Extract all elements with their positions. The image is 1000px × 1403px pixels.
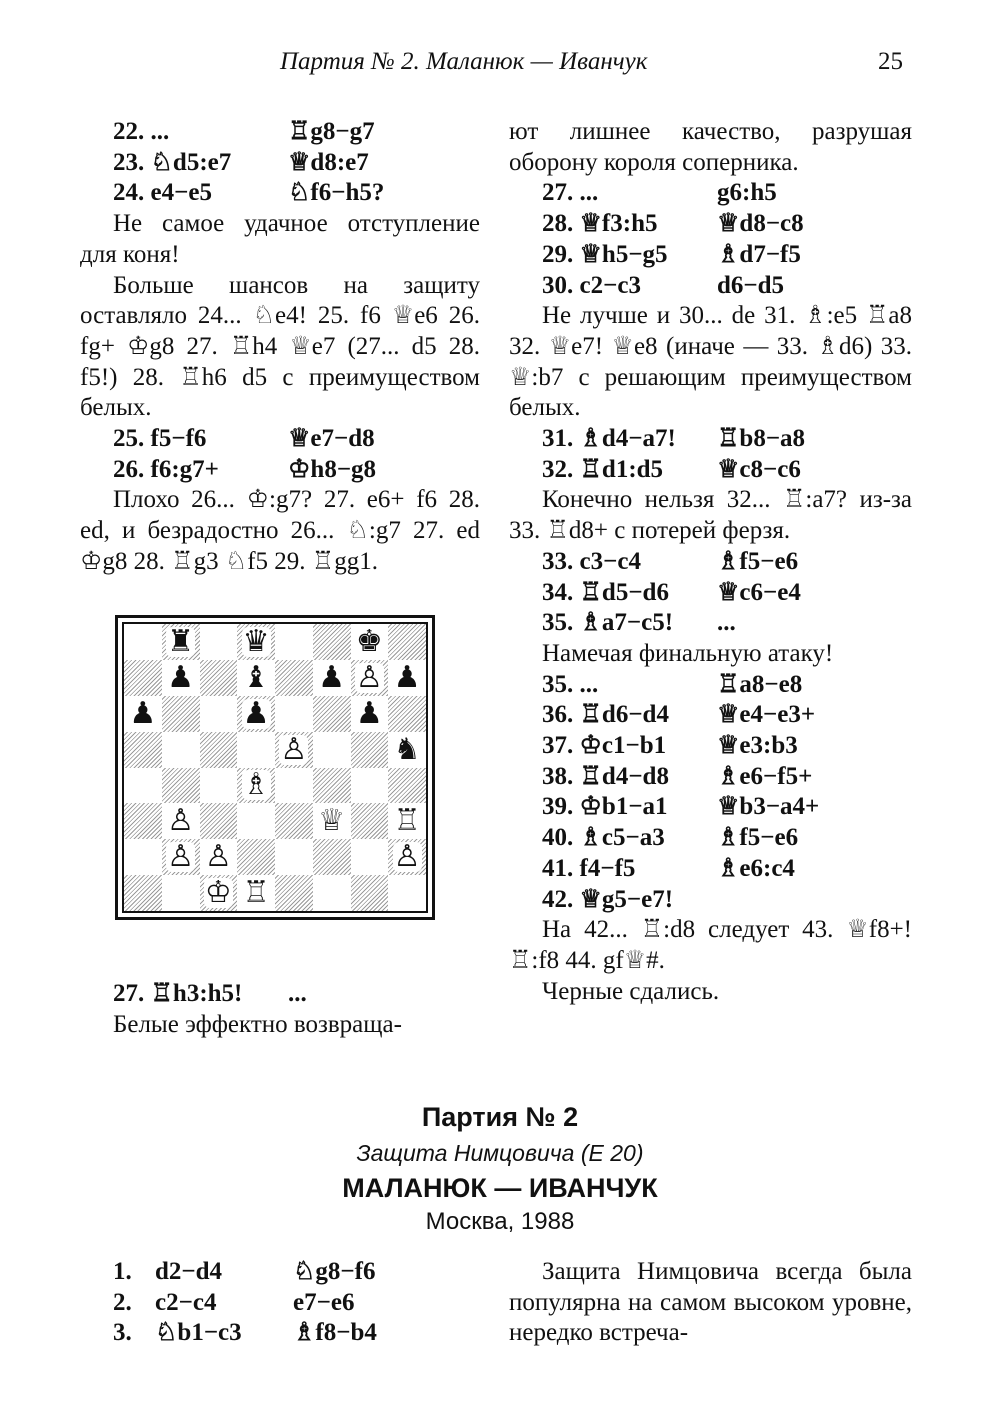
chess-piece-icon: ♞ [393,731,421,767]
board-square [275,768,313,804]
board-square [351,839,389,875]
white-move: 33. c3−c4 [542,547,641,575]
white-move: 28. ♕f3:h5 [542,210,658,238]
black-move: ♕c6−e4 [717,578,801,606]
running-title: Партия № 2. Маланюк — Иванчук [280,48,648,75]
white-move: 42. ♕g5−e7! [542,885,674,913]
board-square [162,732,200,768]
move-line [80,148,480,179]
board-square [162,768,200,804]
black-move: ♗f5−e6 [717,824,799,852]
board-square [162,696,200,732]
black-move: g6:h5 [717,179,777,207]
board-square [313,839,351,875]
board-square [275,875,313,911]
board-square [313,624,351,660]
chess-piece-icon: ♕ [318,803,346,839]
commentary-paragraph: На 42... ♖:d8 следует 43. ♕f8+! ♖:f8 44. gf♕#. [509,916,912,974]
left-column-top [80,117,480,578]
chess-diagram [115,615,435,920]
black-move: e7−e6 [293,1288,355,1316]
move-line [113,1318,377,1349]
black-move: ♕d8:e7 [288,148,369,176]
board-square [124,768,162,804]
board-square [200,696,238,732]
board-square [351,696,389,732]
commentary-paragraph: Не лучше и 30... de 31. ♗:e5 ♖a8 32. ♕e7! ♕e8 (иначе — 33. ♗d6) 33. ♕:b7 с решающим преимуществом белых. [509,302,912,422]
move-number: 1. [113,1258,132,1285]
chess-piece-icon: ♜ [167,623,195,659]
board-square [351,768,389,804]
board-square [313,660,351,696]
board-square [313,875,351,911]
board-square [200,875,238,911]
board-square [388,624,426,660]
chess-piece-icon: ♙ [355,659,383,695]
board-square [124,732,162,768]
chess-piece-icon: ♚ [355,623,383,659]
white-move: 41. f4−f5 [542,854,636,882]
commentary-paragraph: Не самое удачное отступление для коня! [80,210,480,268]
board-square [351,875,389,911]
right-column [509,117,912,1007]
move-line [509,823,912,854]
black-move: ♗d7−f5 [717,240,801,268]
white-move: 27. ... [542,179,599,207]
black-move: ♔h8−g8 [288,455,377,483]
black-move: ♗f5−e6 [717,547,799,575]
board-square [237,696,275,732]
board-square [275,696,313,732]
board-square [237,732,275,768]
chess-piece-icon: ♝ [242,659,270,695]
board-square [351,803,389,839]
black-move: ♕e3:b3 [717,732,798,760]
black-move: ♖a8−e8 [717,670,803,698]
board-square [200,768,238,804]
black-move: ♕b3−a4+ [717,793,820,821]
white-move: 29. ♕h5−g5 [542,240,668,268]
black-move: ... [288,980,307,1007]
move-line [509,578,912,609]
white-move: 32. ♖d1:d5 [542,455,664,483]
chess-piece-icon: ♟ [242,695,270,731]
move-line [80,424,480,455]
chess-piece-icon: ♟ [393,659,421,695]
board-square [237,803,275,839]
chess-piece-icon: ♙ [393,839,421,875]
white-move: 31. ♗d4−a7! [542,425,676,453]
board-square [313,696,351,732]
board-square [388,839,426,875]
board-square [124,875,162,911]
board-square [237,660,275,696]
board-square [237,875,275,911]
white-move: 24. e4−e5 [113,179,212,207]
board-square [388,768,426,804]
board-square [388,732,426,768]
board-square [162,803,200,839]
commentary-paragraph: Больше шансов на защиту оставляло 24... ♘e4! 25. f6 ♕e6 26. fg+ ♔g8 27. ♖h4 ♕e7 (27... d5 28. f5!) 28. ♖h6 d5 с преимуществом белых. [80,271,480,422]
commentary-paragraph: ют лишнее качество, разрушая оборону короля соперника. [509,118,912,176]
board-square [237,768,275,804]
white-move: 26. f6:g7+ [113,455,219,483]
white-move: 38. ♖d4−d8 [542,762,669,790]
chess-piece-icon: ♙ [167,803,195,839]
chess-piece-icon: ♟ [355,695,383,731]
board-square [275,732,313,768]
board-square [200,839,238,875]
board-square [200,624,238,660]
white-move: 25. f5−f6 [113,425,207,453]
game-title: Партия № 2 [421,1102,579,1132]
board-square [200,732,238,768]
white-move: 40. ♗c5−a3 [542,824,665,852]
board-square [200,803,238,839]
white-move: 34. ♖d5−d6 [542,578,669,606]
players: МАЛАНЮК — ИВАНЧУК [342,1173,658,1203]
move-number: 3. [113,1319,132,1347]
move-line [509,240,912,271]
black-move: ♕d8−c8 [717,210,804,238]
move-line [509,271,912,302]
move-line [509,885,912,916]
commentary-paragraph: Черные сдались. [542,977,720,1005]
black-move: ♗f8−b4 [293,1319,377,1347]
move-line [509,700,912,731]
chess-piece-icon: ♟ [129,695,157,731]
board-square [162,660,200,696]
board-square [388,875,426,911]
white-move: 35. ... [542,670,599,698]
white-move: ♘b1−c3 [155,1319,242,1347]
opening-name: Защита Нимцовича (Е 20) [356,1140,644,1166]
board-square [275,803,313,839]
move-line [80,979,480,1010]
move-line [509,854,912,885]
chess-piece-icon: ♙ [204,839,232,875]
board-square [313,803,351,839]
move-line [80,178,480,209]
black-move: ♕c8−c6 [717,455,801,483]
left-column-bottom [80,979,480,1040]
board-square [124,624,162,660]
commentary-paragraph: Конечно нельзя 32... ♖:a7? из-за 33. ♖d8+ с потерей ферзя. [509,486,912,545]
board-square [162,624,200,660]
board-square [124,803,162,839]
black-move: ♗e6−f5+ [717,762,813,790]
move-line [509,178,912,209]
black-move: d6−d5 [717,271,785,299]
commentary-paragraph: Белые эффектно возвраща- [113,1010,402,1038]
white-move: c2−c4 [155,1288,217,1316]
page-header [0,48,1000,78]
board-square [162,839,200,875]
commentary-paragraph: Защита Нимцовича всегда была популярна на самом высоком уровне, нередко встреча- [509,1258,912,1347]
chess-piece-icon: ♖ [393,803,421,839]
board-square [124,839,162,875]
black-move: ♘g8−f6 [293,1258,376,1285]
board-square [124,696,162,732]
board-square [237,839,275,875]
black-move: ♖g8−g7 [288,118,375,145]
black-move: ♘f6−h5? [288,179,385,207]
board-square [275,624,313,660]
move-line [509,547,912,578]
white-move: 22. ... [113,118,170,145]
board-square [351,660,389,696]
board-square [313,732,351,768]
board-square [275,660,313,696]
black-move: ♕e7−d8 [288,425,375,453]
black-move: ♖b8−a8 [717,425,806,453]
chess-piece-icon: ♙ [280,731,308,767]
board-square [237,624,275,660]
move-line [509,731,912,762]
board-square [162,875,200,911]
white-move: 27. ♖h3:h5! [113,980,243,1007]
chess-piece-icon: ♛ [242,623,270,659]
move-line [509,209,912,240]
white-move: 35. ♗a7−c5! [542,609,674,637]
move-line [509,762,912,793]
move-line [113,1288,377,1319]
white-move: 39. ♔b1−a1 [542,793,668,821]
opening-moves [113,1257,377,1349]
white-move: 23. ♘d5:e7 [113,148,232,176]
commentary-paragraph: Плохо 26... ♔:g7? 27. e6+ f6 28. ed, и безрадостно 26... ♘:g7 27. ed ♔g8 28. ♖g3 ♘f5 29. ♖gg1. [80,486,480,575]
move-line [509,455,912,486]
white-move: 30. c2−c3 [542,271,641,299]
chess-piece-icon: ♗ [242,767,270,803]
white-move: 37. ♔c1−b1 [542,732,667,760]
page-number: 25 [878,48,903,75]
black-move: ♗e6:c4 [717,854,795,882]
board-square [200,660,238,696]
board-square [351,624,389,660]
chess-piece-icon: ♔ [204,875,232,911]
board-square [388,660,426,696]
move-line [509,670,912,701]
move-line [509,792,912,823]
board-square [351,732,389,768]
board-square [388,803,426,839]
chess-piece-icon: ♙ [167,839,195,875]
chess-piece-icon: ♖ [242,875,270,911]
move-line [80,117,480,148]
board-square [275,839,313,875]
move-line [509,608,912,639]
move-number: 2. [113,1288,132,1316]
game-place: Москва, 1988 [425,1208,575,1235]
white-move: d2−d4 [155,1258,223,1285]
board-square [124,660,162,696]
white-move: 36. ♖d6−d4 [542,701,669,729]
commentary-paragraph: Намечая финальную атаку! [542,639,834,667]
chess-piece-icon: ♟ [167,659,195,695]
move-line [80,455,480,486]
chess-board-grid [122,622,428,913]
chess-piece-icon: ♟ [318,659,346,695]
black-move: ♕e4−e3+ [717,701,816,729]
board-square [313,768,351,804]
black-move: ... [717,609,736,637]
move-line [113,1257,377,1288]
board-square [388,696,426,732]
move-line [509,424,912,455]
